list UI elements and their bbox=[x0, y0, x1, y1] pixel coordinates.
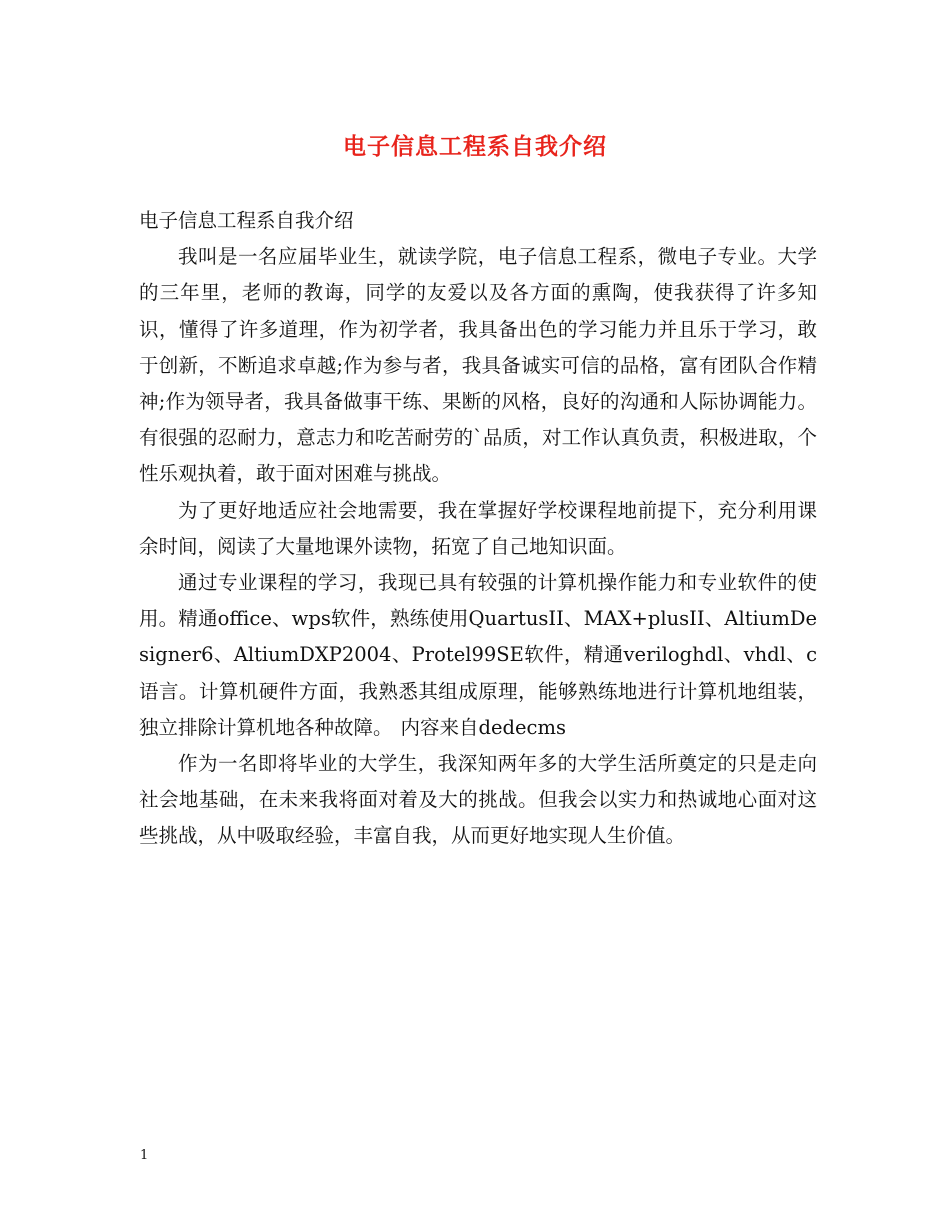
page-number: 1 bbox=[140, 1148, 149, 1163]
source-note: 内容来自dedecms bbox=[400, 715, 566, 739]
paragraph-conclusion: 作为一名即将毕业的大学生，我深知两年多的大学生活所奠定的只是走向社会地基础，在未来我将面对着及大的挑战。但我会以实力和热诚地心面对这些挑战，从中吸取经验，丰富自我，从而更好地实现人生价值。 bbox=[139, 752, 817, 848]
document-title: 电子信息工程系自我介绍 bbox=[343, 133, 607, 160]
document-body bbox=[139, 203, 817, 855]
paragraph-intro: 我叫是一名应届毕业生，就读学院，电子信息工程系，微电子专业。大学的三年里，老师的教诲，同学的友爱以及各方面的熏陶，使我获得了许多知识，懂得了许多道理，作为初学者，我具备出色的学习能力并且乐于学习，敢于创新，不断追求卓越;作为参与者，我具备诚实可信的品格，富有团队合作精神;作为领导者，我具备做事干练、果断的风格，良好的沟通和人际协调能力。有很强的忍耐力，意志力和吃苦耐劳的`品质，对工作认真负责，积极进取，个性乐观执着，敢于面对困难与挑战。 bbox=[139, 245, 817, 486]
section-heading: 电子信息工程系自我介绍 bbox=[139, 209, 354, 232]
paragraph-adaptation: 为了更好地适应社会地需要，我在掌握好学校课程地前提下，充分利用课余时间，阅读了大量地课外读物，拓宽了自己地知识面。 bbox=[139, 498, 817, 558]
paragraph-skills-text: 通过专业课程的学习，我现已具有较强的计算机操作能力和专业软件的使用。精通office、wps软件，熟练使用QuartusII、MAX+plusII、AltiumDesigner6、AltiumDXP2004、Protel99SE软件，精通veriloghdl、vhdl、c语言。计算机硬件方面，我熟悉其组成原理，能够熟练地进行计算机地组装，独立排除计算机地各种故障。 bbox=[139, 571, 817, 739]
paragraph-skills bbox=[139, 565, 817, 746]
